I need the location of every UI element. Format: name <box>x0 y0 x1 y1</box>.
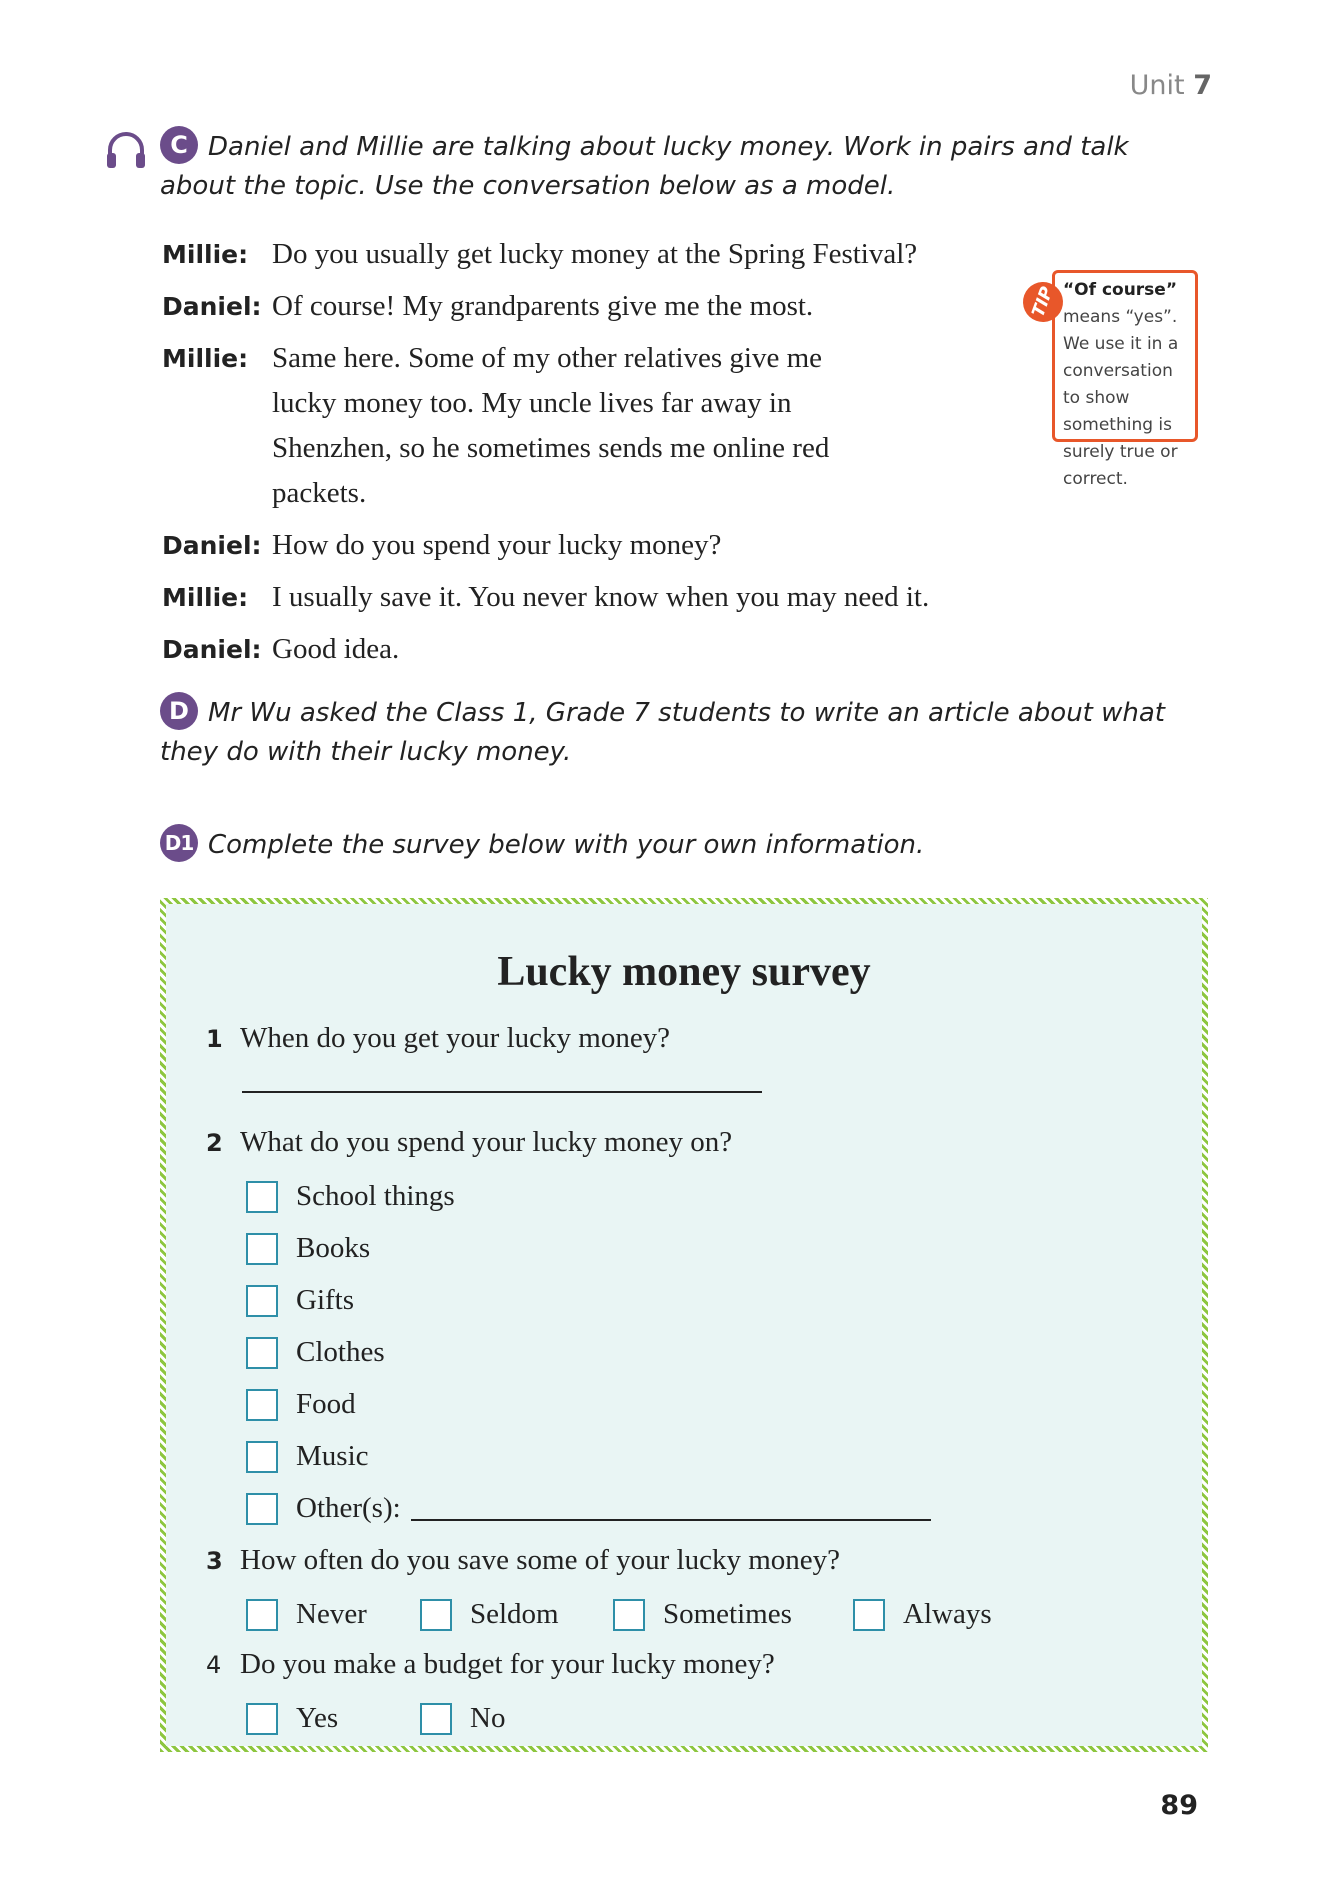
utterance: Same here. Some of my other relatives give me lucky money too. My uncle lives far away in Shenzhen, so he sometimes sends me online red packets. <box>272 342 830 509</box>
checkbox[interactable] <box>246 1493 278 1525</box>
option-food: Food <box>246 1388 356 1421</box>
answer-line[interactable] <box>242 1091 762 1093</box>
section-d-badge: D <box>160 692 198 730</box>
speaker: Millie: <box>162 240 249 269</box>
checkbox[interactable] <box>246 1389 278 1421</box>
question-number: 2 <box>206 1129 223 1157</box>
option-gifts: Gifts <box>246 1284 354 1317</box>
option-no: No <box>420 1702 505 1735</box>
section-d1-instruction: D1 Complete the survey below with your own information. <box>160 826 1200 865</box>
page-number: 89 <box>1160 1790 1198 1821</box>
speaker: Daniel: <box>162 292 262 321</box>
checkbox[interactable] <box>613 1599 645 1631</box>
option-school-things: School things <box>246 1180 455 1213</box>
dialog-line <box>162 336 862 516</box>
question-number: 3 <box>206 1547 223 1575</box>
section-c-badge: C <box>160 126 198 164</box>
option-yes: Yes <box>246 1702 338 1735</box>
speaker: Millie: <box>162 344 249 373</box>
speaker: Daniel: <box>162 635 262 664</box>
utterance: Do you usually get lucky money at the Spring Festival? <box>272 238 918 270</box>
utterance: I usually save it. You never know when you may need it. <box>272 581 930 613</box>
option-books: Books <box>246 1232 370 1265</box>
question-number: 1 <box>206 1025 223 1053</box>
section-d1-badge: D1 <box>160 824 198 862</box>
option-clothes: Clothes <box>246 1336 385 1369</box>
question-3: 3 How often do you save some of your lucky money? <box>206 1544 841 1576</box>
checkbox[interactable] <box>246 1337 278 1369</box>
utterance: How do you spend your lucky money? <box>272 529 722 561</box>
survey-title: Lucky money survey <box>497 949 871 995</box>
dialog-line <box>162 232 1022 277</box>
unit-number: 7 <box>1193 70 1212 101</box>
checkbox[interactable] <box>420 1703 452 1735</box>
question-1: 1 When do you get your lucky money? <box>206 1022 671 1054</box>
tip-box <box>1052 270 1198 489</box>
dialog <box>162 232 1022 679</box>
speaker: Millie: <box>162 583 249 612</box>
survey-box <box>160 898 1208 1752</box>
question-2: 2 What do you spend your lucky money on? <box>206 1126 733 1158</box>
question-4: 4 Do you make a budget for your lucky money? <box>206 1648 775 1680</box>
option-music: Music <box>246 1440 369 1473</box>
section-c-instruction: C Daniel and Millie are talking about lucky money. Work in pairs and talk about the topic. Use the conversation below as a model. <box>160 128 1200 205</box>
tip-bold-text: “Of course” <box>1063 280 1178 300</box>
option-never: Never <box>246 1598 367 1631</box>
checkbox[interactable] <box>246 1233 278 1265</box>
dialog-line <box>162 523 1022 568</box>
question-number: 4 <box>206 1651 222 1679</box>
utterance: Good idea. <box>272 633 400 665</box>
checkbox[interactable] <box>246 1181 278 1213</box>
option-always: Always <box>853 1598 992 1631</box>
checkbox[interactable] <box>246 1441 278 1473</box>
option-seldom: Seldom <box>420 1598 559 1631</box>
section-d-instruction: D Mr Wu asked the Class 1, Grade 7 students to write an article about what they do with their lucky money. <box>160 694 1200 771</box>
option-others: Other(s): <box>246 1492 931 1525</box>
dialog-line <box>162 575 1022 620</box>
checkbox[interactable] <box>420 1599 452 1631</box>
headphone-icon <box>104 128 148 172</box>
other-answer-line[interactable] <box>411 1497 931 1521</box>
checkbox[interactable] <box>246 1599 278 1631</box>
checkbox[interactable] <box>246 1285 278 1317</box>
tip-badge: TIP <box>1017 276 1068 327</box>
utterance: Of course! My grandparents give me the most. <box>272 290 814 322</box>
dialog-line <box>162 284 1022 329</box>
checkbox[interactable] <box>246 1703 278 1735</box>
checkbox[interactable] <box>853 1599 885 1631</box>
tip-text: means “yes”. We use it in a conversation to show something is surely true or correct. <box>1063 307 1179 489</box>
option-sometimes: Sometimes <box>613 1598 792 1631</box>
dialog-line <box>162 627 1022 672</box>
speaker: Daniel: <box>162 531 262 560</box>
unit-label: Unit 7 <box>1129 70 1212 101</box>
